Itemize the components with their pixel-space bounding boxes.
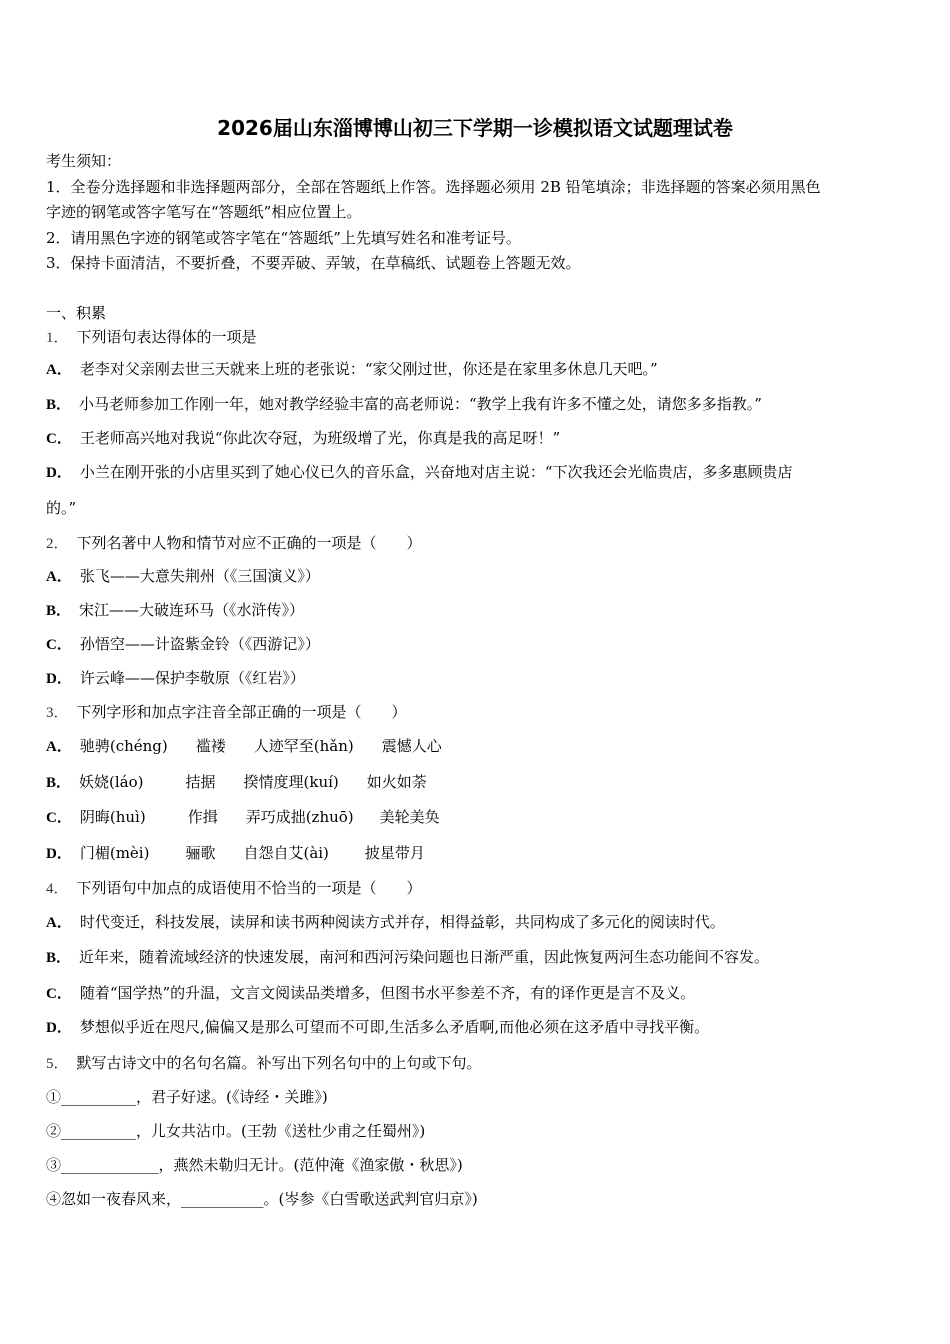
word-2: 骊歌 [185,844,216,862]
option-letter: A． [46,739,72,755]
option-text: 老李对父亲刚去世三天就来上班的老张说：“家父刚过世，你还是在家里多休息几天吧。” [79,360,658,378]
question-text: 下列语句中加点的成语使用不恰当的一项是（ ） [76,879,422,897]
option-text: 梦想似乎近在咫尺,偏偏又是那么可望而不可即,生活多么矛盾啊,而他必须在这矛盾中寻找平衡。 [79,1018,710,1036]
option-text: 小兰在刚开张的小店里买到了她心仪已久的音乐盒，兴奋地对店主说：“下次我还会光临贵店，多多惠顾贵店 [79,463,793,481]
option-letter: A． [46,569,72,585]
question-number: 4． [46,881,69,897]
q3-option-d [46,843,425,864]
q5-line-2: ②__________，儿女共沾巾。(王勃《送杜少甫之任蜀州》) [46,1122,426,1140]
option-text: 近年来，随着流域经济的快速发展，南河和西河污染问题也日渐严重，因此恢复两河生态功能间不容发。 [79,948,770,966]
question-text: 下列语句表达得体的一项是 [76,328,257,346]
q2-option-b [46,600,304,621]
word-3: 自怨自艾(ài) [243,844,329,862]
option-letter: B． [46,603,72,619]
q1-option-d [46,462,793,483]
word-2: 作揖 [187,808,218,826]
question-text: 默写古诗文中的名句名篇。补写出下列名句中的上句或下句。 [76,1054,482,1072]
option-letter: D． [46,1020,72,1036]
option-text: 孙悟空——计盗紫金铃（《西游记》） [79,635,320,653]
q1-option-b [46,394,762,415]
option-letter: A． [46,362,72,378]
question-number: 3． [46,705,69,721]
option-letter: B． [46,775,72,791]
q3-option-a [46,736,442,757]
notice-item-1: 1．全卷分选择题和非选择题两部分，全部在答题纸上作答。选择题必须用 2B 铅笔填涂；非选择题的答案必须用黑色 [46,178,821,196]
word-3: 揆情度理(kuí) [243,773,339,791]
word-4: 如火如荼 [366,773,427,791]
option-text: 时代变迁，科技发展，读屏和读书两种阅读方式并存，相得益彰，共同构成了多元化的阅读时代。 [79,913,725,931]
question-4-stem [46,878,422,899]
notice-heading: 考生须知： [46,152,122,170]
q2-option-d [46,668,305,689]
word-4: 震憾人心 [381,737,442,755]
q5-line-1: ①__________，君子好逑。(《诗经・关雎》) [46,1088,328,1106]
notice-item-1-cont: 字迹的钢笔或答字笔写在“答题纸”相应位置上。 [46,203,362,221]
q1-option-d-cont: 的。” [46,499,77,517]
q4-option-d [46,1017,709,1038]
q3-option-c [46,807,440,828]
word-1: 驰骋(chéng) [79,737,168,755]
word-2: 褴褛 [195,737,226,755]
word-4: 披星带月 [364,844,425,862]
option-letter: B． [46,950,72,966]
question-number: 1． [46,330,69,346]
option-text: 随着“国学热”的升温，文言文阅读品类增多，但图书水平参差不齐，有的译作更是言不及义。 [79,984,696,1002]
word-1: 阴晦(huì) [79,808,146,826]
option-letter: C． [46,637,72,653]
option-letter: D． [46,465,72,481]
option-text: 小马老师参加工作刚一年，她对教学经验丰富的高老师说：“教学上我有许多不懂之处，请您多多指教。” [79,395,762,413]
option-letter: D． [46,846,72,862]
word-1: 门楣(mèi) [79,844,150,862]
option-text: 王老师高兴地对我说“你此次夺冠，为班级增了光，你真是我的高足呀！” [79,429,561,447]
option-letter: C． [46,810,72,826]
word-1: 妖娆(láo) [79,773,144,791]
q3-option-b [46,772,427,793]
question-number: 2． [46,536,69,552]
question-2-stem [46,533,422,554]
q1-option-c [46,428,560,449]
q5-line-4: ④忽如一夜春风来，___________。(岑参《白雪歌送武判官归京》) [46,1190,478,1208]
question-text: 下列名著中人物和情节对应不正确的一项是（ ） [76,534,422,552]
question-1-stem [46,327,257,348]
section-heading: 一、积累 [46,304,107,322]
q4-option-b [46,947,769,968]
word-3: 人迹罕至(hǎn) [253,737,354,755]
notice-item-2: 2．请用黑色字迹的钢笔或答字笔在“答题纸”上先填写姓名和准考证号。 [46,229,521,247]
option-letter: C． [46,986,72,1002]
q1-option-a [46,359,658,380]
option-letter: B． [46,397,72,413]
option-text: 宋江——大破连环马（《水浒传》） [79,601,305,619]
q2-option-c [46,634,320,655]
q2-option-a [46,566,320,587]
question-text: 下列字形和加点字注音全部正确的一项是（ ） [76,703,407,721]
option-text: 许云峰——保护李敬原（《红岩》） [79,669,305,687]
question-3-stem [46,702,407,723]
q5-line-3: ③_____________，燕然未勒归无计。(范仲淹《渔家傲・秋思》) [46,1156,463,1174]
word-4: 美轮美奂 [379,808,440,826]
question-5-stem [46,1053,482,1074]
word-3: 弄巧成拙(zhuō) [245,808,354,826]
page-title: 2026届山东淄博博山初三下学期一诊模拟语文试题理试卷 [217,116,733,140]
notice-item-3: 3．保持卡面清洁，不要折叠，不要弄破、弄皱，在草稿纸、试题卷上答题无效。 [46,254,581,272]
word-2: 拮据 [185,773,216,791]
option-text: 张飞——大意失荆州（《三国演义》） [79,567,320,585]
option-letter: C． [46,431,72,447]
question-number: 5． [46,1056,69,1072]
q4-option-c [46,983,695,1004]
option-letter: D． [46,671,72,687]
q4-option-a [46,912,725,933]
option-letter: A． [46,915,72,931]
